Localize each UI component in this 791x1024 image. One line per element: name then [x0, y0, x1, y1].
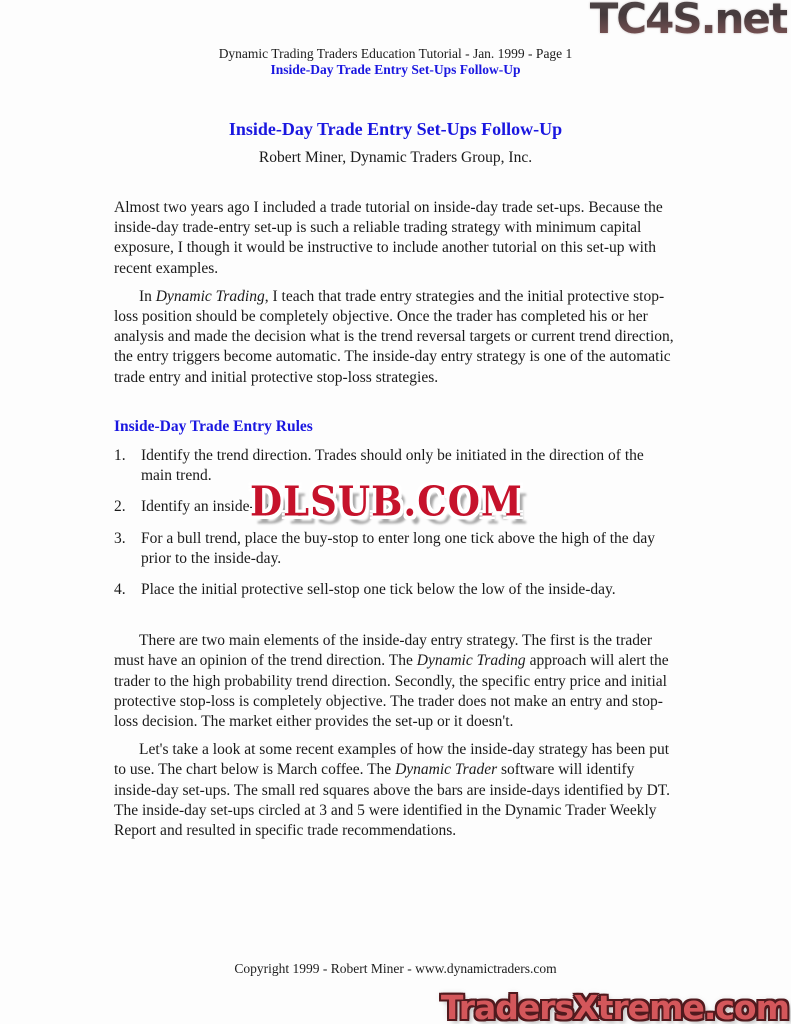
rule-text: For a bull trend, place the buy-stop to enter long one tick above the high of the day prior to the inside-day.: [141, 529, 655, 567]
rule-text: Identify the trend direction. Trades should only be initiated in the direction of the main trend.: [141, 447, 644, 485]
paragraph-intro: Almost two years ago I included a trade tutorial on inside-day trade set-ups. Because the inside-day trade-entry set-up is such a reliable trading strategy with minimum capital exposure, I though it would be instructive to include another tutorial on this set-up with recent examples.: [114, 199, 663, 277]
rule-number: 3.: [114, 529, 126, 547]
paragraph-examples: Let's take a look at some recent examples of how the inside-day strategy has been put to use. The chart below is March coffee. The Dynamic Trader software will identify inside-day set-ups. The small red squares above the bars are inside-days identified by DT. The inside-day set-ups circled at 3 and 5 were identified in the Dynamic Trader Weekly Report and resulted in specific trade recommendations.: [114, 741, 670, 840]
dlsub-watermark: DLSUB.COM: [250, 476, 523, 526]
footer-copyright: Copyright 1999 - Robert Miner - www.dynamictraders.com: [234, 961, 557, 976]
tc4s-watermark: TC4S.net: [590, 0, 787, 43]
page-title: Inside-Day Trade Entry Set-Ups Follow-Up: [228, 119, 563, 139]
paragraph-elements: There are two main elements of the inside-day entry strategy. The first is the trader must have an opinion of the trend direction. The Dynamic Trading approach will alert the trader to the high probability trend direction. Secondly, the specific entry price and initial protective stop-loss is completely objective. The trader does not make an entry and stop-loss decision. The market either provides the set-up or it doesn't.: [114, 632, 669, 731]
rule-number: 4.: [114, 581, 126, 599]
author-line: Robert Miner, Dynamic Traders Group, Inc.: [258, 149, 533, 166]
rule-text: Identify an inside-day.: [141, 498, 280, 516]
rule-item: [114, 529, 677, 569]
rule-text: Place the initial protective sell-stop one tick below the low of the inside-day.: [141, 581, 616, 599]
header-tutorial-line: Dynamic Trading Traders Education Tutorial - Jan. 1999 - Page 1: [218, 46, 573, 61]
rules-heading: Inside-Day Trade Entry Rules: [114, 417, 313, 435]
paragraph-objective: In Dynamic Trading, I teach that trade entry strategies and the initial protective stop-loss position should be completely objective. Once the trader has completed his or her analysis and made the decision what is the trend reversal targets or current trend direction, the entry triggers become automatic. The inside-day entry strategy is one of the automatic trade entry and initial protective stop-loss strategies.: [114, 287, 674, 386]
rule-number: 2.: [114, 498, 126, 516]
rule-item: [114, 580, 677, 600]
tradersxtreme-watermark: TradersXtreme.com: [440, 988, 789, 1024]
header-subtitle-line: Inside-Day Trade Entry Set-Ups Follow-Up: [270, 62, 521, 77]
rule-number: 1.: [114, 447, 126, 465]
